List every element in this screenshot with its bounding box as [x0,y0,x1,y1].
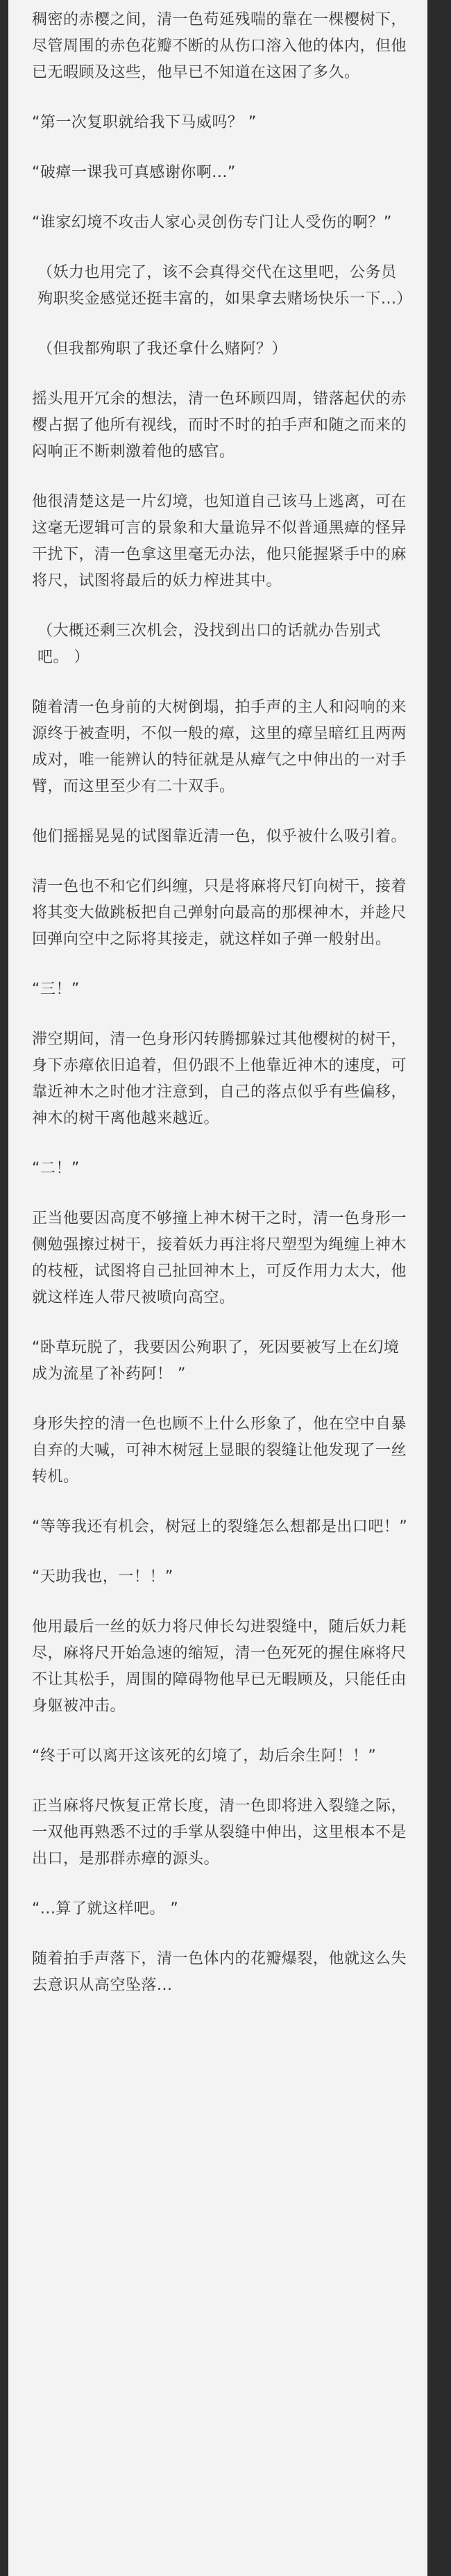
paragraph: 摇头甩开冗余的想法，清一色环顾四周，错落起伏的赤樱占据了他所有视线，而时不时的拍手声和随之而来的闷响正不断刺激着他的感官。 [32,390,407,460]
paragraph: （妖力也用完了，该不会真得交代在这里吧，公务员殉职奖金感觉还挺丰富的，如果拿去赌场快乐一下...） [37,264,412,308]
paragraph: （大概还剩三次机会，没找到出口的话就办告别式吧。 ） [37,622,382,666]
paragraph: 他用最后一丝的妖力将尺伸长勾进裂缝中，随后妖力耗尽，麻将尺开始急速的缩短，清一色死死的握住麻将尺不让其松手，周围的障碍物他早已无暇顾及，只能任由身躯被冲击。 [32,1618,407,1715]
paragraph: “三！” [32,981,80,998]
paragraph: 他很清楚这是一片幻境，也知道自己该马上逃离，可在这毫无逻辑可言的景象和大量诡异不似普通黑瘴的怪异干扰下，清一色拿这里毫无办法，他只能握紧手中的麻将尺，试图将最后的妖力榨进其中。 [32,493,407,590]
paragraph: 正当他要因高度不够撞上神木树干之时，清一色身形一侧勉强擦过树干，接着妖力再注将尺塑型为绳缠上神木的枝桠，试图将自己扯回神木上，可反作用力太大，他就这样连人带尺被喷向高空。 [32,1210,407,1306]
paragraph: 随着拍手声落下，清一色体内的花瓣爆裂，他就这么失去意识从高空坠落... [32,1950,407,1994]
paragraph: “破瘴一课我可真感谢你啊...” [32,164,236,181]
paragraph: “二！” [32,1160,80,1177]
paragraph: 身形失控的清一色也顾不上什么形象了，他在空中自暴自弃的大喊，可神木树冠上显眼的裂缝让他发现了一丝转机。 [32,1415,407,1486]
paragraph: 随着清一色身前的大树倒塌，拍手声的主人和闷响的来源终于被查明，不似一般的瘴，这里的瘴呈暗红且两两成对，唯一能辨认的特征就是从瘴气之中伸出的一对手臂，而这里至少有二十双手。 [32,699,407,795]
paragraph: 正当麻将尺恢复正常长度，清一色即将进入裂缝之际，一双他再熟悉不过的手掌从裂缝中伸出，这里根本不是出口，是那群赤瘴的源头。 [32,1797,407,1868]
article-page [8,0,427,2576]
paragraph: 滞空期间，清一色身形闪转腾挪躲过其他樱树的树干，身下赤瘴依旧追着，但仍跟不上他靠近神木的速度，可靠近神木之时他才注意到，自己的落点似乎有些偏移，神木的树干离他越来越近。 [32,1031,407,1127]
paragraph: 清一色也不和它们纠缠，只是将麻将尺钉向树干，接着将其变大做跳板把自己弹射向最高的那棵神木，并趁尺回弹向空中之际将其接走，就这样如子弹一般射出。 [32,878,407,948]
paragraph: 他们摇摇晃晃的试图靠近清一色，似乎被什么吸引着。 [32,828,407,845]
paragraph: “卧草玩脱了，我要因公殉职了，死因要被写上在幻境成为流星了补药阿！ ” [32,1339,400,1383]
paragraph: （但我都殉职了我还拿什么赌阿？） [37,340,288,358]
paragraph: 稠密的赤樱之间，清一色苟延残喘的靠在一棵樱树下，尽管周围的赤色花瓣不断的从伤口溶入他的体内，但他已无暇顾及这些，他早已不知道在这困了多久。 [32,11,407,81]
paragraph: “第一次复职就给我下马威吗？ ” [32,114,257,131]
paragraph: “终于可以离开这该死的幻境了，劫后余生阿！！” [32,1747,377,1765]
paragraph: “天助我也，一！！” [32,1568,173,1586]
paragraph: “等等我还有机会，树冠上的裂缝怎么想都是出口吧！” [32,1518,408,1536]
paragraph: “...算了就这样吧。 ” [32,1900,179,1918]
paragraph: “谁家幻境不攻击人家心灵创伤专门让人受伤的啊？” [32,214,392,231]
